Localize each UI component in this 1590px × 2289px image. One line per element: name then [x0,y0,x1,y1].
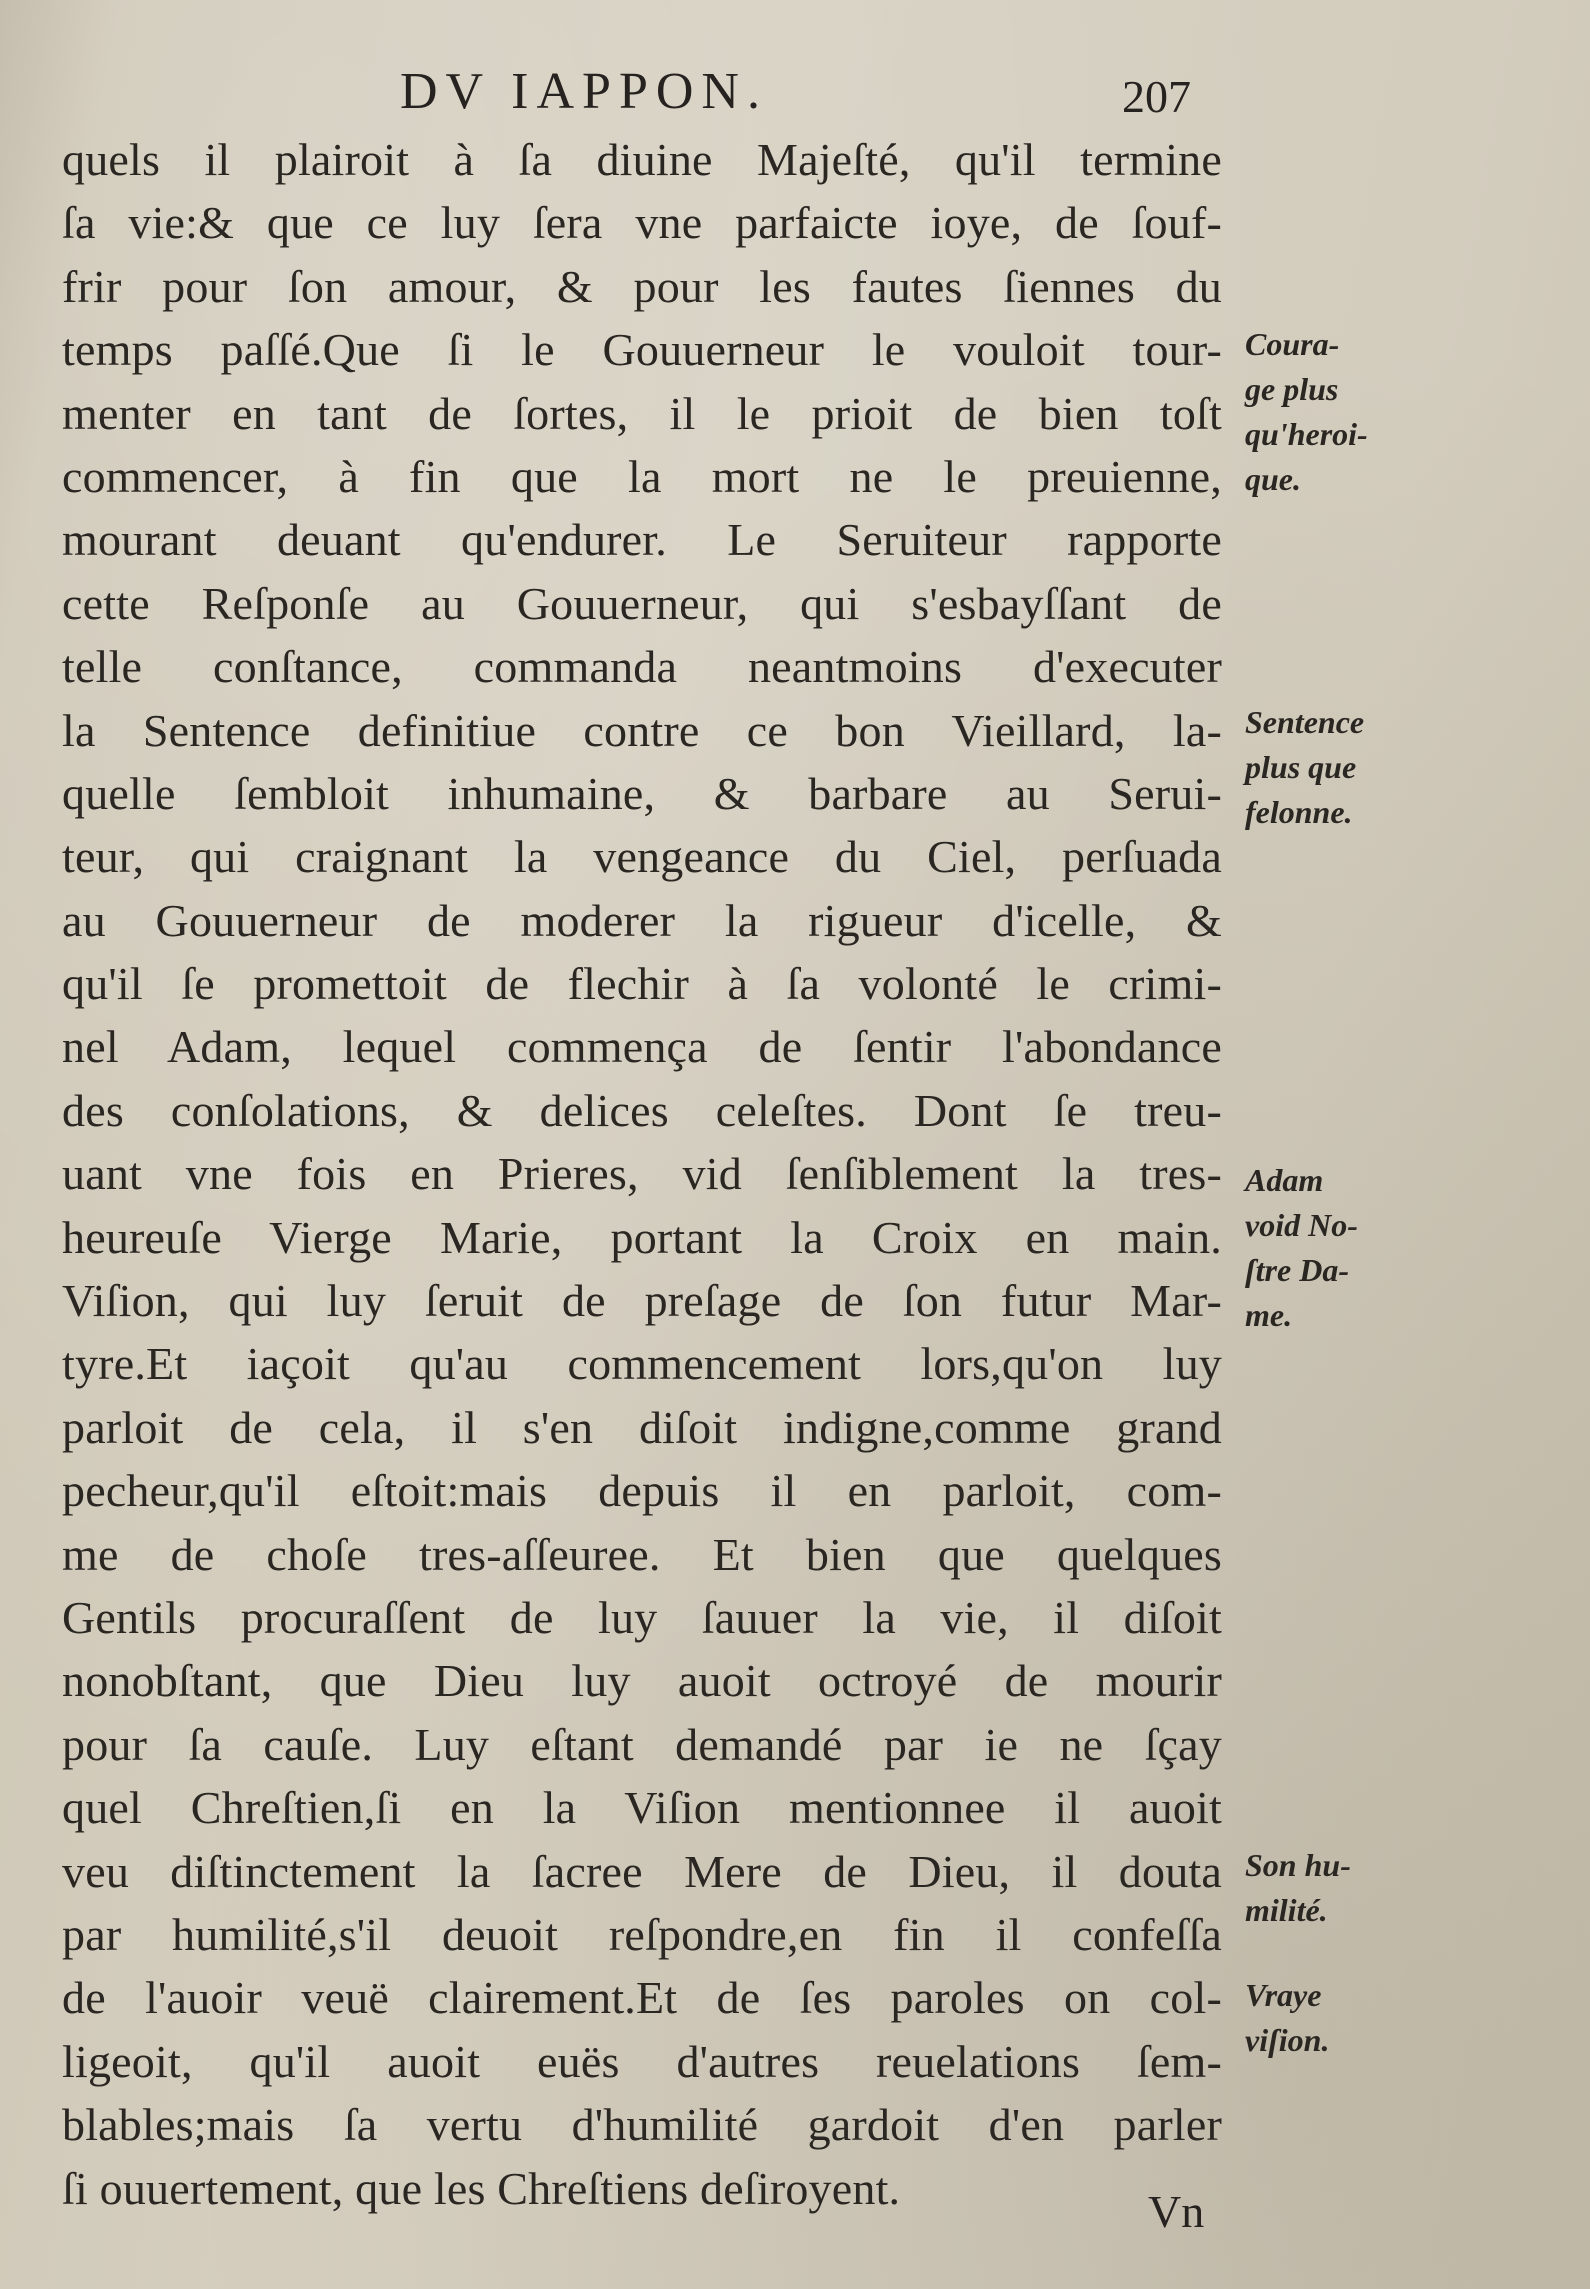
text-line: quels il plairoit à ſa diuine Majeſté, qu'il termine [62,134,1222,185]
text-line: cette Reſponſe au Gouuerneur, qui s'esbayſſant de [62,577,1222,629]
text-line: me de choſe tres-aſſeuree. Et bien que quelques [62,1528,1222,1580]
text-line: menter en tant de ſortes, il le prioit de bien toſt [62,387,1222,439]
margin-note-adam [1245,1158,1415,1338]
text-line: Gentils procuraſſent de luy ſauuer la vie, il diſoit [62,1591,1222,1643]
text-line: pour ſa cauſe. Luy eſtant demandé par ie ne ſçay [62,1718,1222,1770]
text-line: telle conſtance, commanda neantmoins d'executer [62,641,1222,693]
note-line: me. [1245,1297,1293,1333]
text-line: tyre.Et iaçoit qu'au commencement lors,qu'on luy [62,1338,1222,1390]
text-line: uant vne fois en Prieres, vid ſenſiblement la tres- [62,1148,1222,1200]
text-line-last: ſi ouuertement, que les Chreſtiens deſiroyent. [62,2162,901,2214]
text-line: ſa vie:& que ce luy ſera vne parfaicte ioye, de ſouf- [62,197,1222,249]
note-line: milité. [1245,1892,1328,1928]
note-line: Sentence [1245,704,1365,740]
note-line: ſtre Da- [1245,1252,1349,1288]
note-line: ge plus [1245,371,1339,407]
text-line: de l'auoir veuë clairement.Et de ſes paroles on col- [62,1972,1222,2024]
text-line: mourant deuant qu'endurer. Le Seruiteur rapporte [62,514,1222,566]
note-line: Son hu- [1245,1847,1351,1883]
text-line: temps paſſé.Que ſi le Gouuerneur le vouloit tour- [62,324,1222,376]
text-line: blables;mais ſa vertu d'humilité gardoit d'en parler [62,2099,1222,2151]
text-line: quel Chreſtien,ſi en la Viſion mentionnee il auoit [62,1782,1222,1834]
text-line: Viſion, qui luy ſeruit de preſage de ſon futur Mar- [62,1275,1222,1327]
running-head: DV IAPPON. [400,63,768,120]
note-line: void No- [1245,1207,1358,1243]
note-line: Vraye [1245,1977,1322,2013]
note-line: plus que [1245,749,1357,785]
page-number: 207 [1122,71,1191,122]
text-line: qu'il ſe promettoit de flechir à ſa volonté le crimi- [62,958,1222,1010]
catchword: Vn [1148,2186,1205,2237]
margin-note-vision [1245,1973,1415,2063]
text-line: commencer, à fin que la mort ne le preuienne, [62,450,1222,502]
note-line: Adam [1245,1162,1324,1198]
text-line: nonobſtant, que Dieu luy auoit octroyé de mourir [62,1655,1222,1707]
text-line: pecheur,qu'il eſtoit:mais depuis il en parloit, com- [62,1465,1222,1517]
body-text [62,128,1222,2220]
note-line: viſion. [1245,2022,1330,2058]
text-line: nel Adam, lequel commença de ſentir l'abondance [62,1021,1222,1073]
text-line: veu diſtinctement la ſacree Mere de Dieu, il douta [62,1845,1222,1897]
text-line: parloit de cela, il s'en diſoit indigne,comme grand [62,1401,1222,1453]
text-line: au Gouuerneur de moderer la rigueur d'icelle, & [62,894,1222,946]
text-line: des conſolations, & delices celeſtes. Dont ſe treu- [62,1084,1222,1136]
margin-note-courage [1245,322,1415,502]
text-line: quelle ſembloit inhumaine, & barbare au Serui- [62,767,1222,819]
text-line: teur, qui craignant la vengeance du Ciel, perſuada [62,831,1222,883]
margin-note-sentence [1245,700,1415,835]
note-line: qu'heroi- [1245,416,1368,452]
text-line: heureuſe Vierge Marie, portant la Croix en main. [62,1211,1222,1263]
text-line: par humilité,s'il deuoit reſpondre,en fin il confeſſa [62,1908,1222,1960]
note-line: felonne. [1245,794,1353,830]
text-line: ligeoit, qu'il auoit euës d'autres reuelations ſem- [62,2035,1222,2087]
text-line: la Sentence definitiue contre ce bon Vieillard, la- [62,704,1222,756]
note-line: Coura- [1245,326,1340,362]
note-line: que. [1245,461,1301,497]
margin-note-humility [1245,1843,1415,1933]
text-line: frir pour ſon amour, & pour les fautes ſiennes du [62,260,1222,312]
